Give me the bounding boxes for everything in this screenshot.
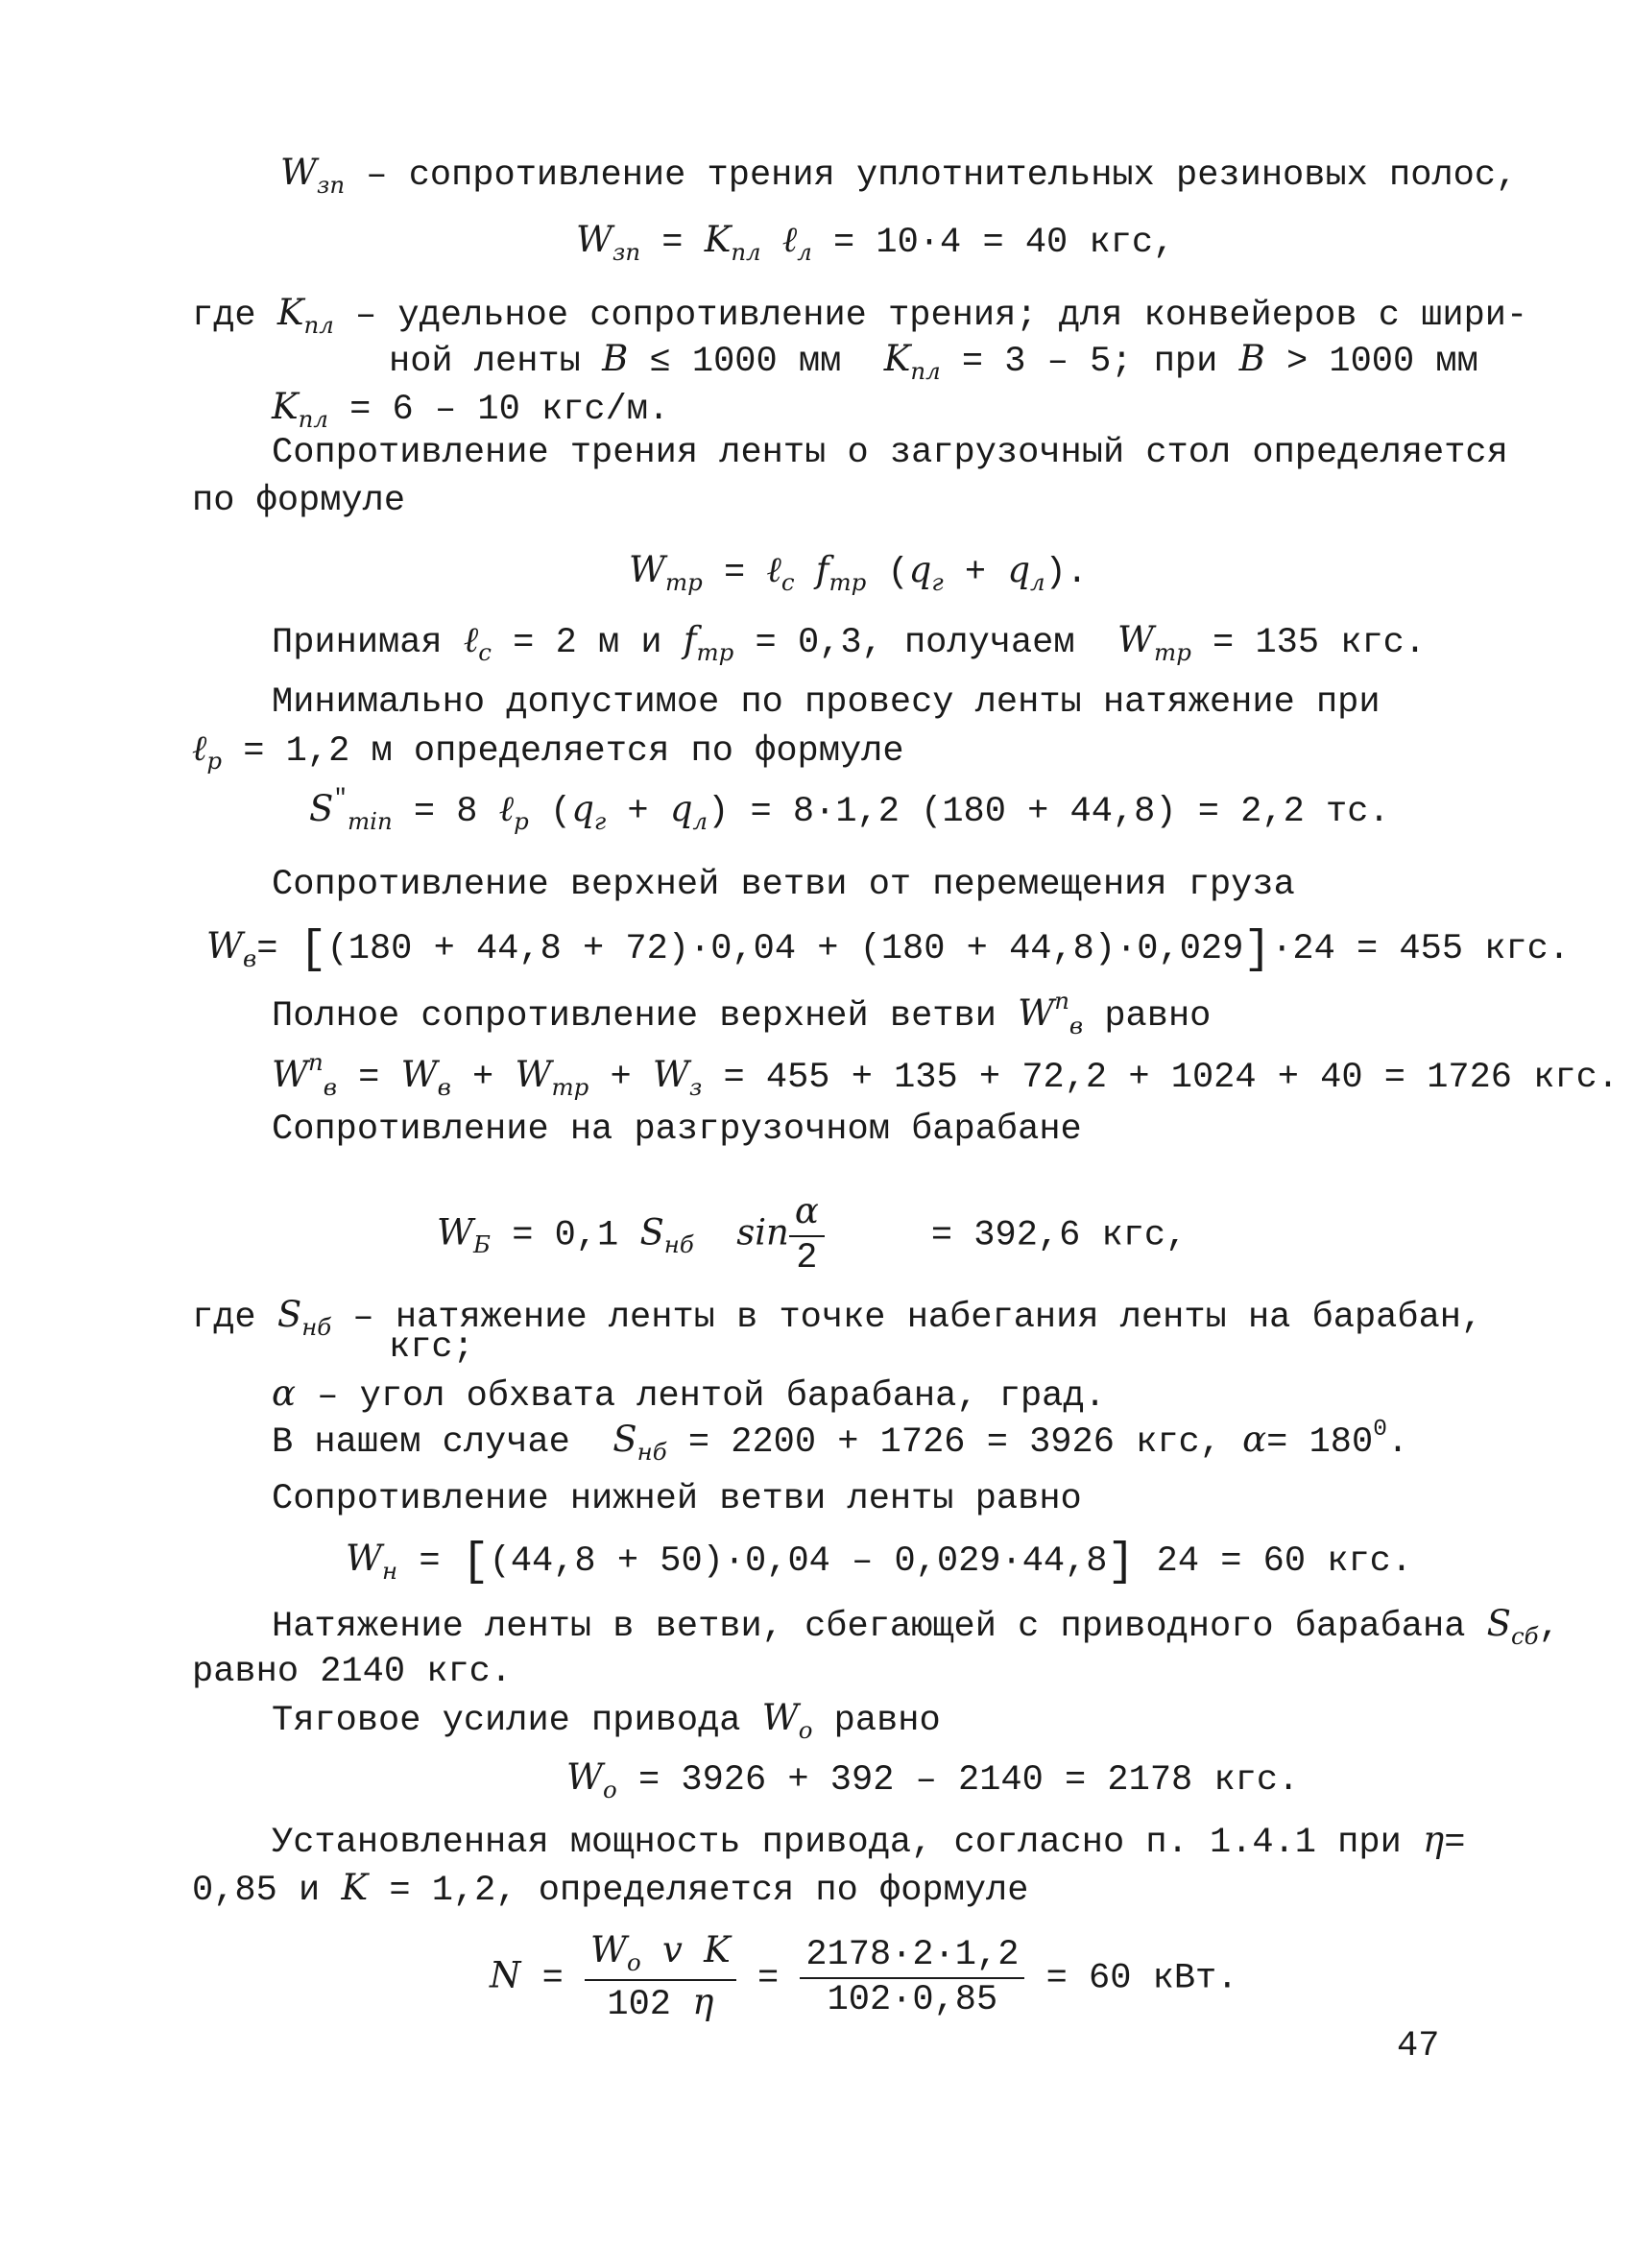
- text-line: Натяжение ленты в ветви, сбегающей с приводного барабана $S_{сб}$,: [272, 1603, 1560, 1650]
- text-line: $K_{пл} = 6 - 10$ кгс/м.: [272, 386, 670, 433]
- text-line: Сопротивление нижней ветви ленты равно: [272, 1479, 1082, 1519]
- text-line: Сопротивление верхней ветви от перемещения груза: [272, 865, 1295, 905]
- formula-line: $W_Б = 0,1$ $S_{нб}$ sin $\frac{\alpha}{2}$ = 392,6 кгс,: [437, 1190, 1188, 1279]
- text-line: Тяговое усилие привода $W_о$ равно: [272, 1697, 941, 1744]
- formula-line: $W_н = [(44,8 + 50)\cdot 0,04 - 0,029\cdot 44,8] 24 = 60$ кгс.: [346, 1537, 1413, 1588]
- text-line: ℓ$_р$ = 1,2 м определяется по формуле: [192, 728, 904, 775]
- text-line: где $K_{пл}$ – удельное сопротивление трения; для конвейеров с шири-: [192, 292, 1528, 339]
- text-line: Полное сопротивление верхней ветви $W^п_в$ равно: [272, 987, 1212, 1039]
- text-line: α – угол обхвата лентой барабана, град.: [272, 1373, 1106, 1417]
- formula-line: N = $\frac{W_о v K}{102 \eta}$ = $\frac{2178\cdot 2\cdot 1,2}{102\cdot 0,85}$ = 60 кВт.: [490, 1929, 1238, 2025]
- page-number: 47: [1397, 2026, 1440, 2066]
- formula-line: $W_{тр}$ = ℓ$_с$ $f_{тр}$ $(q_г + q_л)$.: [629, 549, 1088, 596]
- formula-line: $W_в= [(180 + 44,8 + 72)\cdot 0,04 + (180 + 44,8)\cdot 0,029]\cdot 24 = 455$ кгс.: [206, 924, 1571, 976]
- text-line: Минимально допустимое по провесу ленты натяжение при: [272, 682, 1381, 723]
- text-line: В нашем случае $S_{нб} = 2200 + 1726 = 3926$ кгс, $\alpha= 180^0$.: [272, 1417, 1409, 1466]
- text-line: равно 2140 кгс.: [192, 1652, 513, 1692]
- text-line: ной ленты B ≤ 1000 мм $K_{пл} = 3 - 5$; при B > 1000 мм: [389, 338, 1478, 385]
- text-line: по формуле: [192, 481, 406, 521]
- formula-line: $W_{зп} = K_{пл}$ ℓ$_л$ = 10·4 = 40 кгс,: [576, 219, 1175, 266]
- text-line: $W_{зп}$ – сопротивление трения уплотнительных резиновых полос,: [280, 152, 1518, 199]
- formula-line: $W_о = 3926 + 392 - 2140 = 2178$ кгс.: [566, 1756, 1300, 1803]
- text-line: Сопротивление на разгрузочном барабане: [272, 1110, 1082, 1150]
- text-line: 0,85 и K = 1,2, определяется по формуле: [192, 1867, 1029, 1911]
- formula-line: $S''_{min} = 8$ ℓ$_р$ $(q_г + q_л) = 8\cdot 1,2$ (180 + 44,8) = 2,2 тс.: [309, 786, 1390, 835]
- text-line: Установленная мощность привода, согласно п. 1.4.1 при η=: [272, 1819, 1466, 1863]
- text-line: Сопротивление трения ленты о загрузочный стол определяется: [272, 433, 1508, 473]
- text-line: Принимая ℓ$_с$ = 2 м и $f_{тр} = 0,3$, получаем $W_{тр} = 135$ кгс.: [272, 619, 1427, 666]
- formula-line: $W^п_в = W_в + W_{тр} + W_з = 455 + 135 + 72,2 + 1024 + 40 = 1726$ кгс.: [272, 1048, 1620, 1101]
- text-line: где $S_{нб}$ – натяжение ленты в точке набегания ленты на барабан,: [192, 1294, 1483, 1341]
- text-line: кгс;: [389, 1327, 474, 1368]
